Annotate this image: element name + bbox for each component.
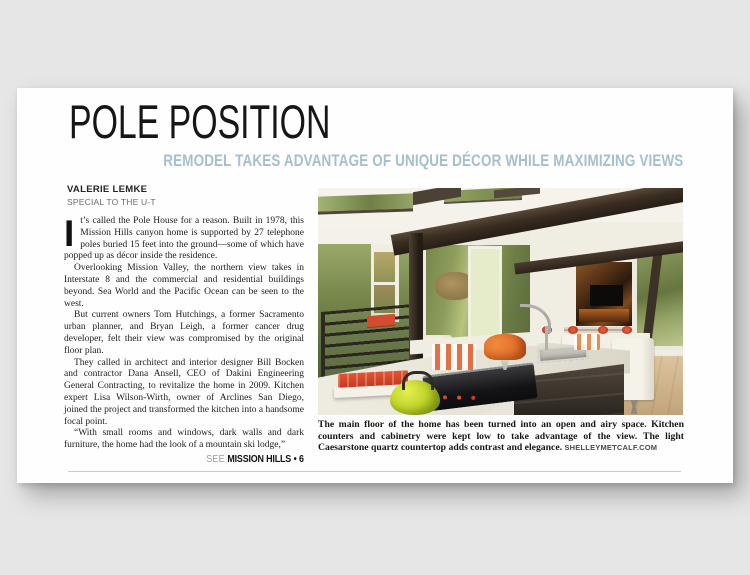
photo-kettle-handle bbox=[402, 371, 434, 390]
photo-fireplace-glow bbox=[579, 309, 629, 322]
photo-faucet-stem bbox=[545, 326, 548, 350]
jump-line bbox=[64, 454, 304, 466]
article-paragraph: Overlooking Mission Valley, the northern view takes in Interstate 8 and the commercial and residential buildings beyond. Sea World and the Pacific Ocean can be seen to the west. bbox=[64, 263, 304, 309]
byline-block bbox=[67, 184, 156, 207]
jump-page-number: 6 bbox=[299, 452, 304, 465]
article-body-column bbox=[64, 213, 304, 466]
article-paragraph bbox=[64, 213, 304, 263]
photo-credit: SHELLEYMETCALF.COM bbox=[564, 443, 658, 453]
newspaper-page bbox=[17, 88, 733, 483]
bottom-rule bbox=[68, 471, 681, 472]
photo-tv-screen bbox=[590, 285, 623, 306]
photo-drink-glasses bbox=[574, 334, 600, 350]
caption-text: The main floor of the home has been turned into an open and airy space. Kitchen counters and cabinetry were kept low to take advantage of the view. The light Caesarstone quartz countertop adds contrast and elegance. bbox=[318, 419, 684, 454]
byline-author: VALERIE LEMKE bbox=[67, 184, 148, 195]
photo-clerestory-left bbox=[318, 193, 413, 214]
kitchen-photo bbox=[318, 188, 683, 415]
photo-art-panel-top bbox=[374, 252, 395, 282]
jump-target-label: MISSION HILLS bbox=[227, 452, 292, 465]
article-paragraph: But current owners Tom Hutchings, a former Sacramento urban planner, and Bryan Leigh, a former cancer drug developer, felt their view was compromised by the original floor plan. bbox=[64, 310, 304, 356]
article-paragraph: “With small rooms and windows, dark walls and dark furniture, the home had the look of a mountain ski lodge,” bbox=[64, 428, 304, 451]
byline-affiliation: SPECIAL TO THE U-T bbox=[67, 197, 156, 207]
photo-drink-glasses bbox=[432, 344, 476, 370]
jump-line-text bbox=[206, 454, 304, 466]
photo-red-flowers bbox=[622, 326, 632, 334]
photo-open-casement bbox=[468, 246, 502, 347]
article-headline: POLE POSITION bbox=[69, 95, 331, 148]
article-paragraph: They called in architect and interior designer Bill Bocken and contractor Dana Ansell, CEO of Dakini Engineering General Contracting, to revitalize the home in 2009. Kitchen expert Lisa Wilson-Wirth, owner of Arclines San Diego, joined the project and transformed the kitchen into a handsome focal point. bbox=[64, 357, 304, 427]
photo-caption bbox=[318, 419, 684, 454]
paragraph-text: t’s called the Pole House for a reason. Built in 1978, this Mission Hills canyon home is supported by 27 telephone poles buried 15 feet into the ground—some of which have popped up as décor inside the residence. bbox=[64, 216, 304, 262]
photo-red-flowers bbox=[568, 326, 578, 334]
article-subhead: REMODEL TAKES ADVANTAGE OF UNIQUE DÉCOR WHILE MAXIMIZING VIEWS bbox=[162, 151, 683, 170]
photo-red-flowers bbox=[598, 326, 608, 334]
jump-bullet: • bbox=[293, 452, 297, 465]
drop-cap: I bbox=[64, 213, 75, 254]
photo-orange-fruit-bowl bbox=[484, 334, 526, 360]
jump-see-label: SEE bbox=[206, 452, 226, 465]
